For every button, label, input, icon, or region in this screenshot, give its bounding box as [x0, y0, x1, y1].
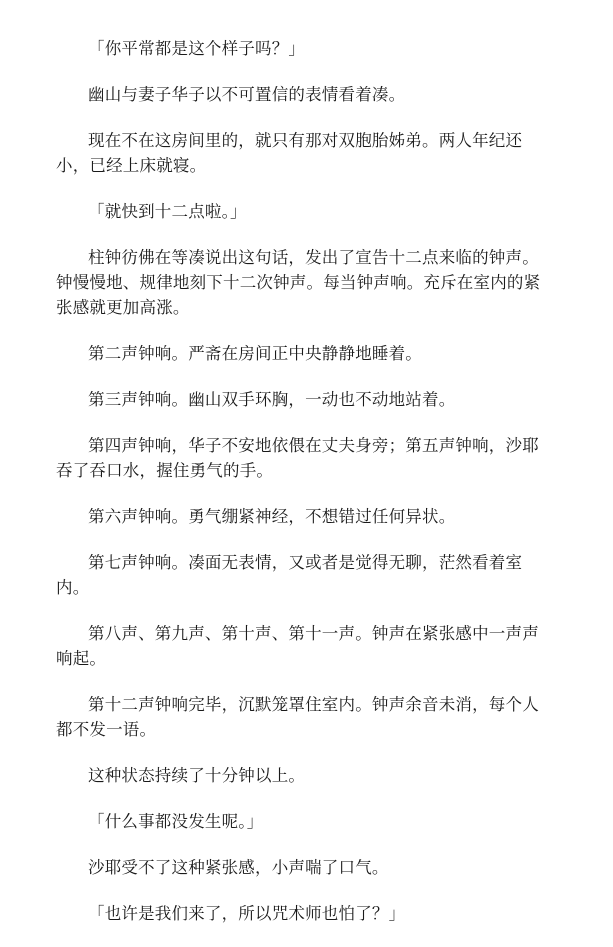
paragraph-11: 第八声、第九声、第十声、第十一声。钟声在紧张感中一声声响起。	[56, 624, 539, 668]
paragraph-13: 这种状态持续了十分钟以上。	[88, 766, 306, 785]
paragraph-1: 「你平常都是这个样子吗？」	[88, 39, 306, 58]
paragraph-12: 第十二声钟响完毕，沉默笼罩住室内。钟声余音未消，每个人都不发一语。	[56, 695, 539, 739]
paragraph-14: 「什么事都没发生呢。」	[88, 812, 264, 831]
paragraph-9: 第六声钟响。勇气绷紧神经，不想错过任何异状。	[88, 507, 456, 526]
paragraph-10: 第七声钟响。凑面无表情，又或者是觉得无聊，茫然看着室内。	[56, 553, 523, 597]
paragraph-3: 现在不在这房间里的，就只有那对双胞胎姊弟。两人年纪还小，已经上床就寝。	[56, 131, 523, 175]
paragraph-7: 第三声钟响。幽山双手环胸，一动也不动地站着。	[88, 390, 456, 409]
paragraph-16: 「也许是我们来了，所以咒术师也怕了？」	[88, 904, 406, 923]
paragraph-8: 第四声钟响，华子不安地依偎在丈夫身旁；第五声钟响，沙耶吞了吞口水，握住勇气的手。	[56, 436, 539, 480]
document-page	[56, 36, 552, 947]
paragraph-5: 柱钟彷佛在等凑说出这句话，发出了宣告十二点来临的钟声。钟慢慢地、规律地刻下十二次钟声。每当钟声响。充斥在室内的紧张感就更加高涨。	[56, 248, 541, 317]
paragraph-6: 第二声钟响。严斋在房间正中央静静地睡着。	[88, 344, 422, 363]
paragraph-2: 幽山与妻子华子以不可置信的表情看着凑。	[88, 85, 406, 104]
paragraph-4: 「就快到十二点啦。」	[88, 202, 247, 221]
paragraph-15: 沙耶受不了这种紧张感，小声喘了口气。	[88, 858, 389, 877]
